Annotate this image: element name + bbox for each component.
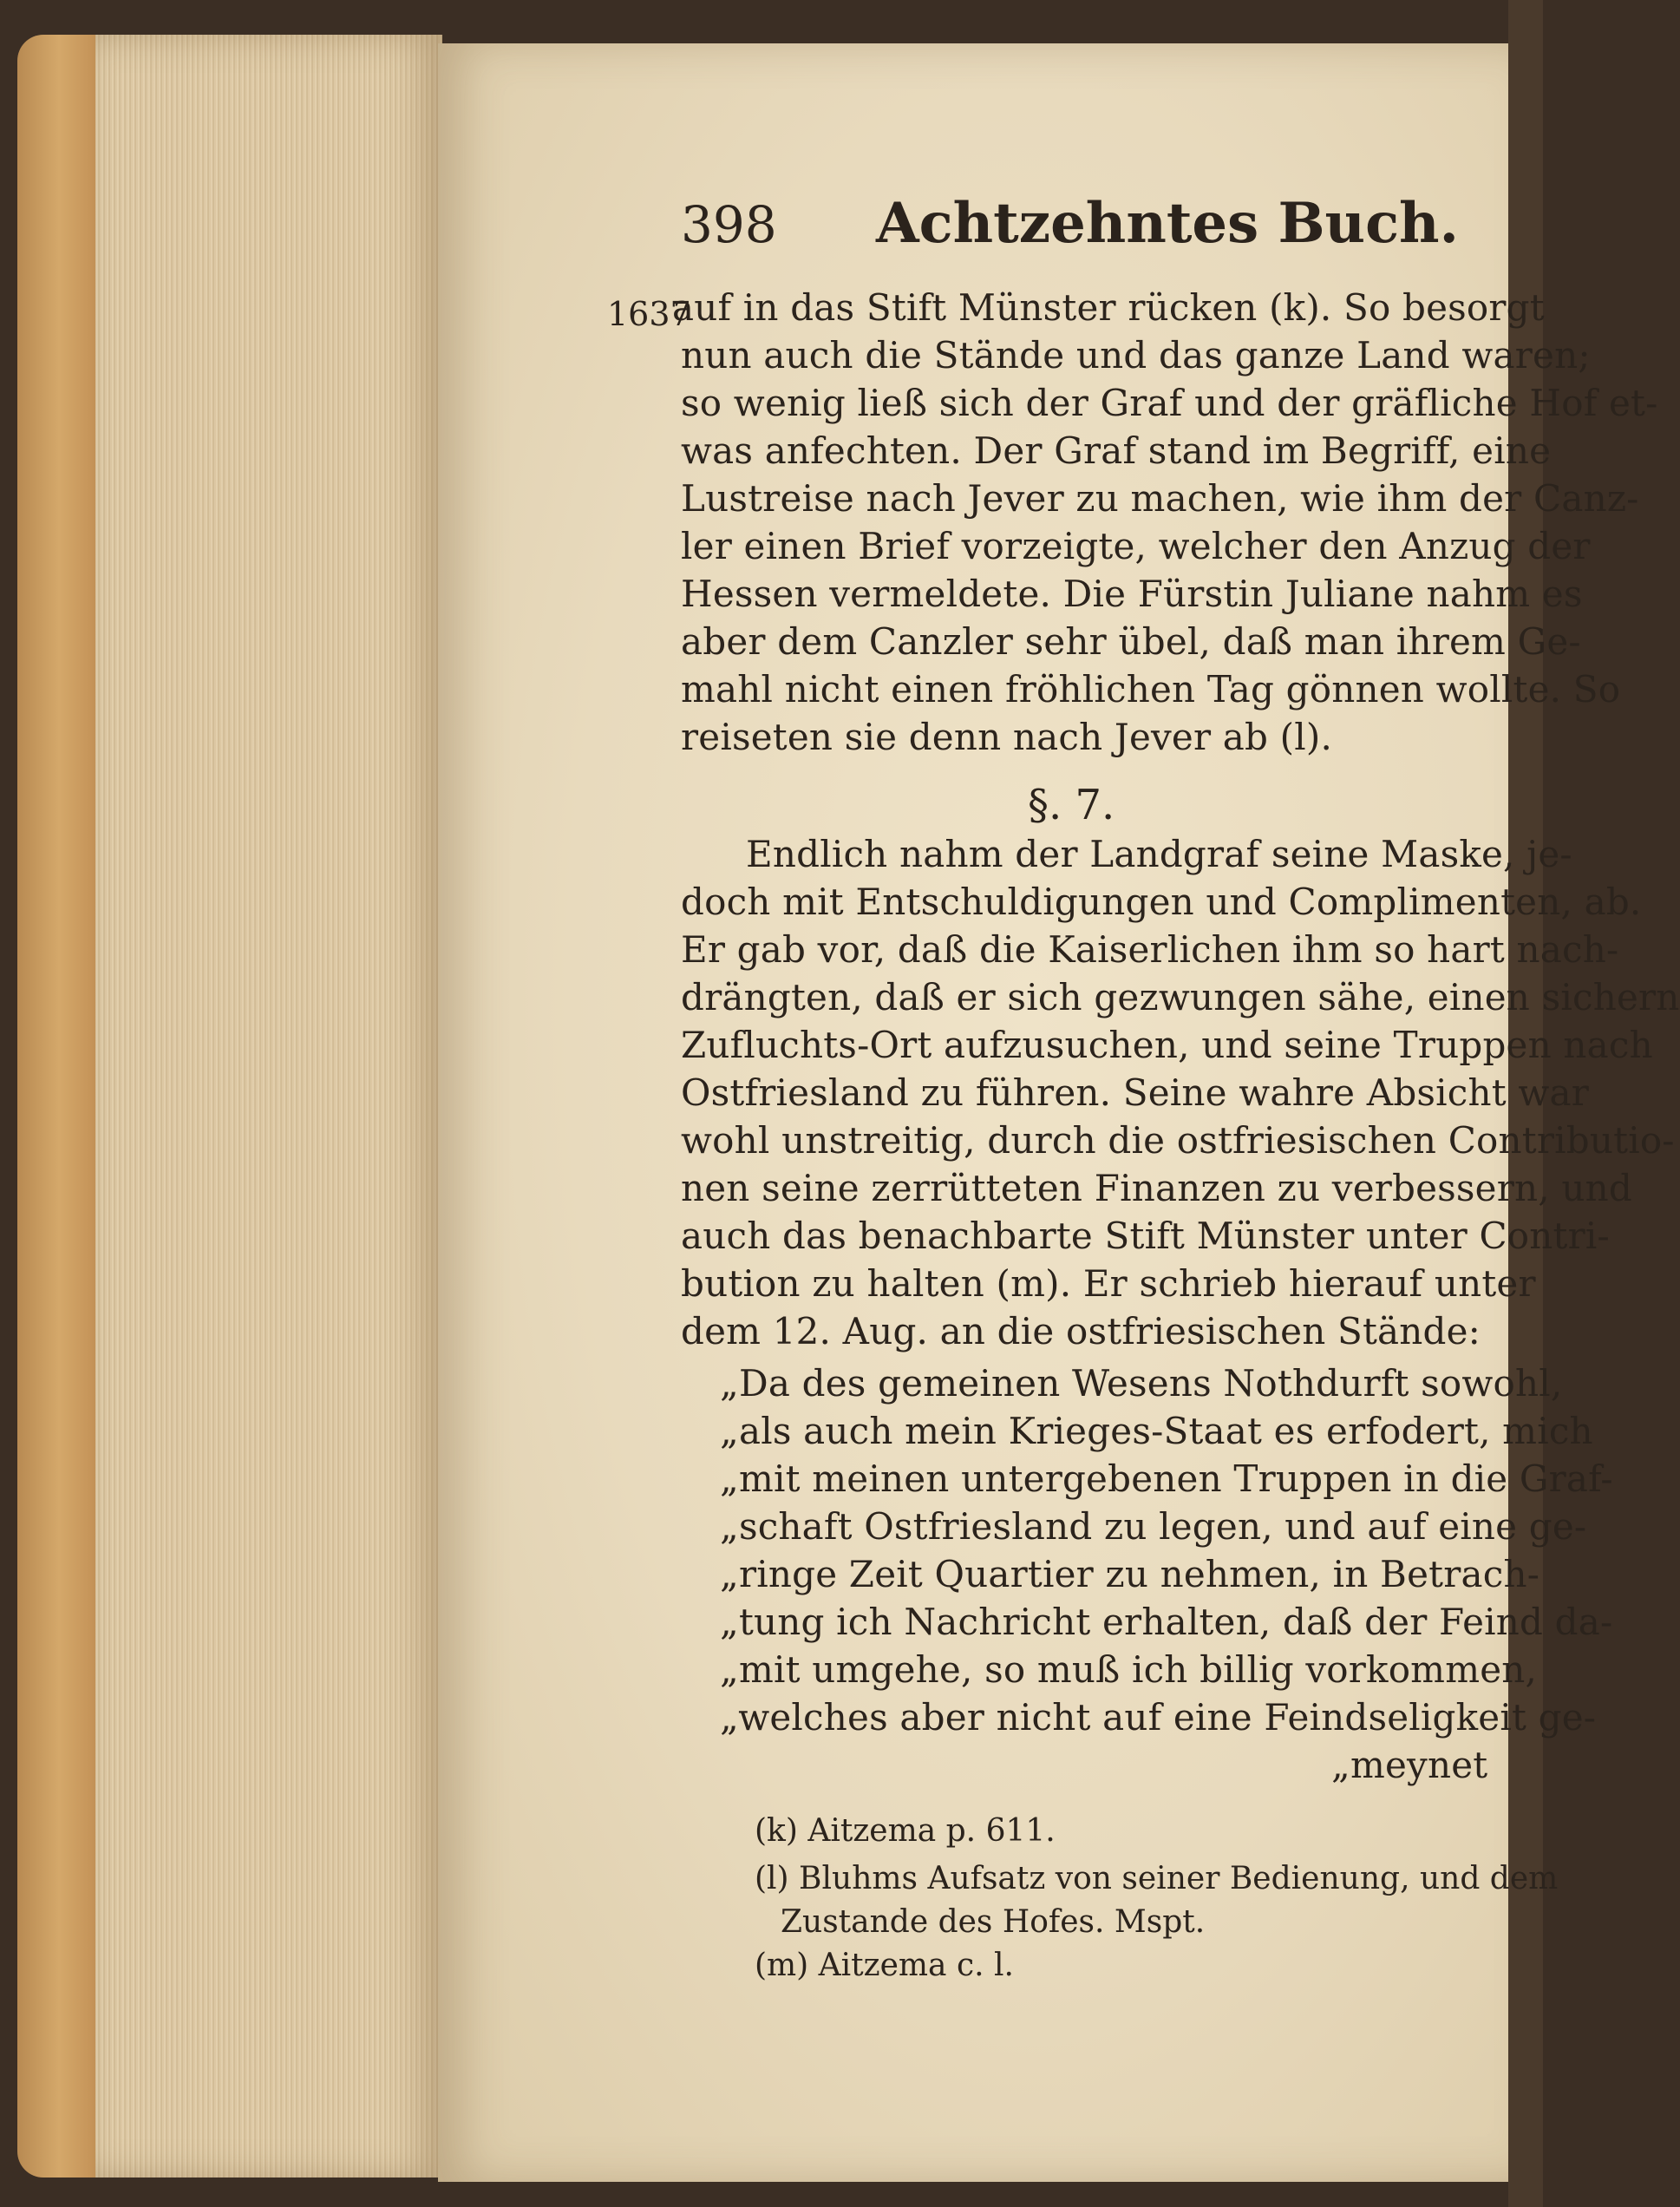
text-line: mahl nicht einen fröhlichen Tag gönnen wollte. So <box>681 668 1621 711</box>
text-line: auf in das Stift Münster rücken (k). So besorgt <box>672 286 1545 329</box>
running-title: Achtzehntes Buch. <box>876 191 1459 256</box>
quote-line: „welches aber nicht auf eine Feindseligkeit ge- <box>720 1696 1597 1739</box>
text-line: dem 12. Aug. an die ostfriesischen Stände: <box>681 1310 1481 1352</box>
quote-line: „Da des gemeinen Wesens Nothdurft sowohl, <box>720 1362 1563 1405</box>
section-mark: §. 7. <box>1028 781 1115 829</box>
quote-line: „tung ich Nachricht erhalten, daß der Feind da- <box>720 1601 1613 1643</box>
margin-year: 1637 <box>607 295 691 333</box>
page-edges <box>95 35 442 2178</box>
text-line: Ostfriesland zu führen. Seine wahre Absicht war <box>681 1071 1590 1114</box>
page-number: 398 <box>681 195 777 254</box>
footnote-m: (m) Aitzema c. l. <box>755 1948 1014 1983</box>
quote-line: „als auch mein Krieges-Staat es erfodert, mich <box>720 1410 1593 1452</box>
text-line: was anfechten. Der Graf stand im Begriff, eine <box>681 429 1552 472</box>
text-line: auch das benachbarte Stift Münster unter Contri- <box>681 1215 1610 1257</box>
text-line: so wenig ließ sich der Graf und der gräfliche Hof et- <box>681 382 1658 424</box>
text-line: Endlich nahm der Landgraf seine Maske, je- <box>746 833 1572 875</box>
text-line: nen seine zerrütteten Finanzen zu verbessern, und <box>681 1167 1632 1209</box>
text-line: wohl unstreitig, durch die ostfriesischen Contributio- <box>681 1119 1675 1162</box>
text-line: aber dem Canzler sehr übel, daß man ihrem Ge- <box>681 620 1581 663</box>
text-line: Hessen vermeldete. Die Fürstin Juliane nahm es <box>681 573 1583 615</box>
quote-line: „ringe Zeit Quartier zu nehmen, in Betrach- <box>720 1553 1540 1595</box>
quote-line: „schaft Ostfriesland zu legen, und auf eine ge- <box>720 1505 1587 1548</box>
text-line: doch mit Entschuldigungen und Complimenten, ab. <box>681 881 1642 923</box>
text-line: drängten, daß er sich gezwungen sähe, einen sichern <box>681 976 1680 1018</box>
text-line: Lustreise nach Jever zu machen, wie ihm der Canz- <box>681 477 1639 520</box>
footnote-l-cont: Zustande des Hofes. Mspt. <box>781 1904 1206 1940</box>
quote-line: „mit meinen untergebenen Truppen in die Graf- <box>720 1457 1613 1500</box>
text-line: bution zu halten (m). Er schrieb hierauf unter <box>681 1262 1536 1305</box>
catchword: „meynet <box>1331 1744 1488 1786</box>
text-line: Zufluchts-Ort aufzusuchen, und seine Truppen nach <box>681 1024 1653 1066</box>
footnote-l: (l) Bluhms Aufsatz von seiner Bedienung, und dem <box>755 1861 1559 1896</box>
text-line: Er gab vor, daß die Kaiserlichen ihm so hart nach- <box>681 928 1619 971</box>
quote-line: „mit umgehe, so muß ich billig vorkommen, <box>720 1648 1538 1691</box>
text-line: nun auch die Stände und das ganze Land waren; <box>681 334 1591 377</box>
footnote-k: (k) Aitzema p. 611. <box>755 1813 1056 1849</box>
text-line: reiseten sie denn nach Jever ab (l). <box>681 716 1333 758</box>
text-line: ler einen Brief vorzeigte, welcher den Anzug der <box>681 525 1591 567</box>
